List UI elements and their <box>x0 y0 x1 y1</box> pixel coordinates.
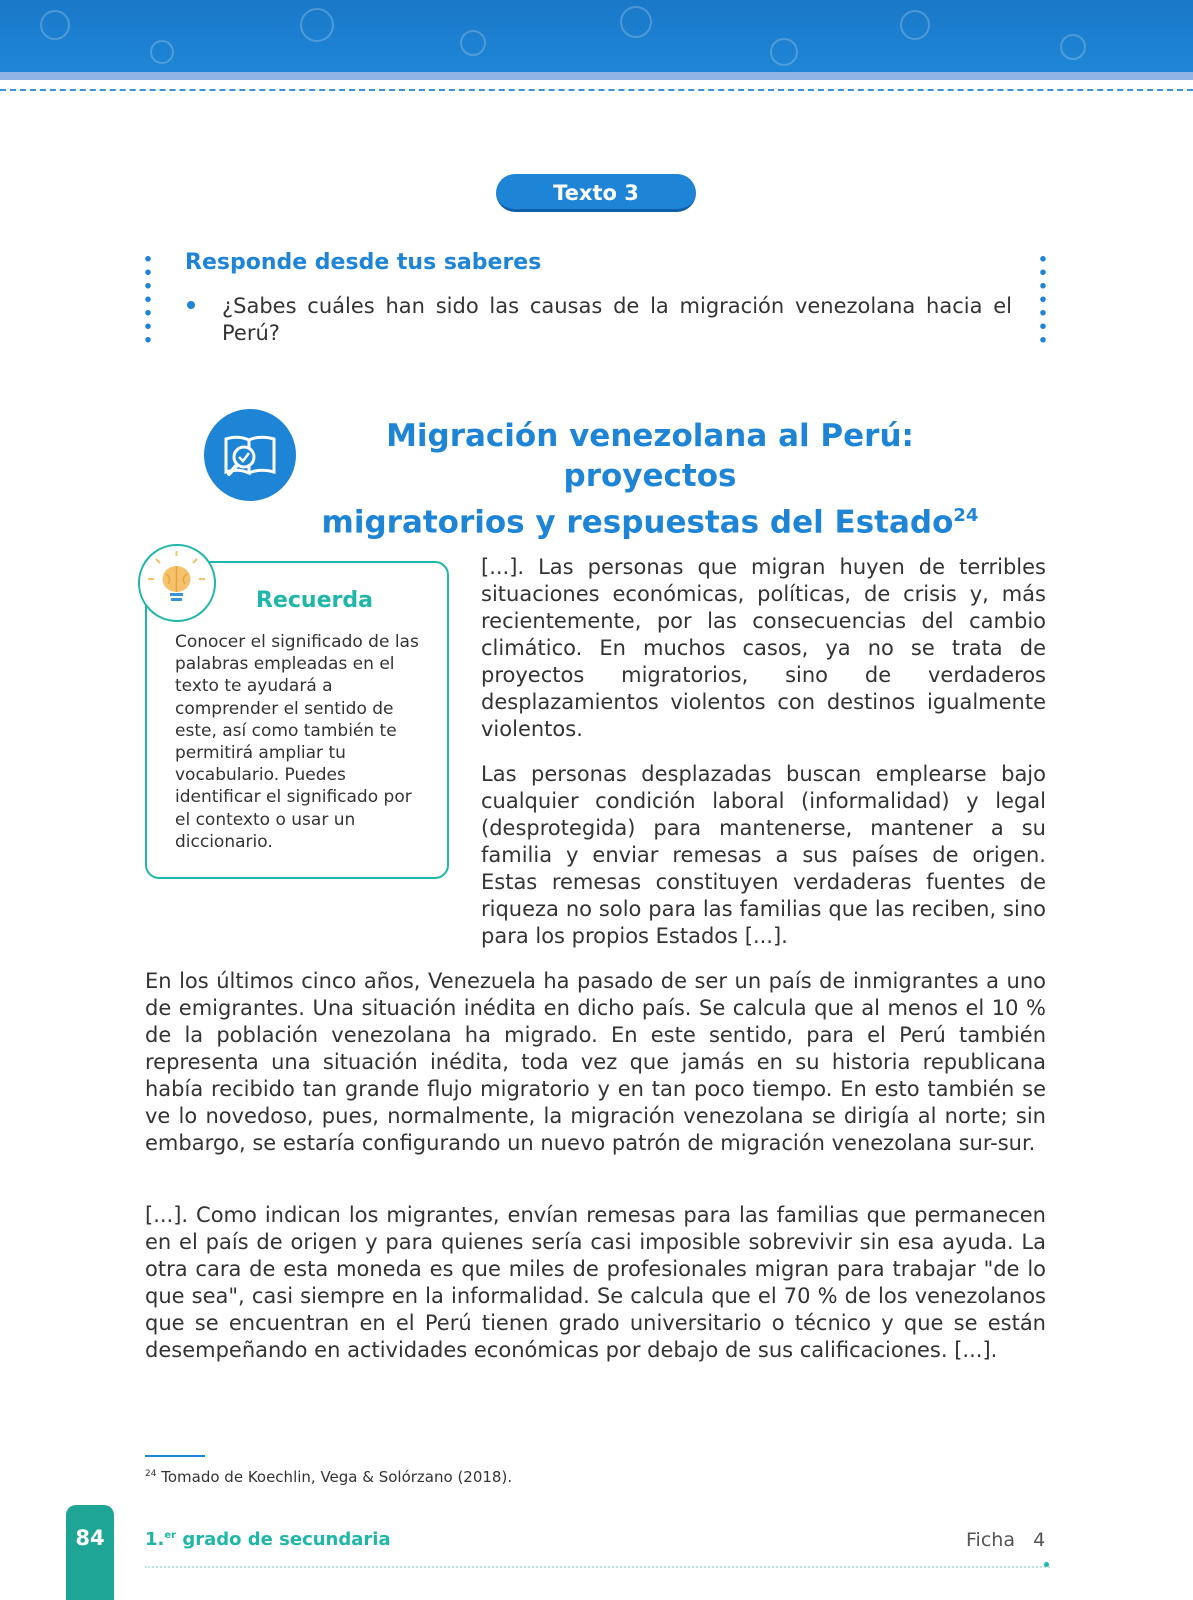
dotted-border-left <box>145 252 151 348</box>
text-label-pill: Texto 3 <box>496 174 696 212</box>
footer-dot <box>1044 1562 1049 1567</box>
question-box-title: Responde desde tus saberes <box>185 250 542 275</box>
recuerda-text: Conocer el significado de las palabras empleadas en el texto te ayudará a comprender el sentido de este, así como también te permitirá ampliar tu vocabulario. Puedes identificar el significado por el contexto o usar un diccionario. <box>175 632 419 852</box>
paragraph-4: [...]. Como indican los migrantes, envían remesas para las familias que permanecen en el país de origen y para quienes sería casi imposible sobrevivir sin esa ayuda. La otra cara de esta moneda es que miles de profesionales migran para trabajar "de lo que sea", casi siempre en la informalidad. Se calcula que el 70 % de los venezolanos que se encuentran en el Perú tienen grado universitario o técnico y que se están desempeñando en actividades económicas por debajo de sus calificaciones. [...]. <box>145 1203 1046 1362</box>
dotted-border-right <box>1040 252 1046 348</box>
question-text: ¿Sabes cuáles han sido las causas de la migración venezolana hacia el Perú? <box>222 294 1012 345</box>
grade-prefix: 1. <box>145 1529 165 1550</box>
footnote-text: Tomado de Koechlin, Vega & Solórzano (2018). <box>161 1468 513 1486</box>
paragraph-1: [...]. Las personas que migran huyen de terribles situaciones económicas, políticas, de crisis y, más recientemente, por las consecuencias del cambio climático. En muchos casos, ya no se trata de proyectos migratorios, sino de verdaderos desplazamientos violentos con destinos igualmente violentos. <box>481 555 1046 741</box>
top-stripe <box>0 72 1193 80</box>
paragraph-2: Las personas desplazadas buscan emplearse bajo cualquier condición laboral (informalidad) y legal (desprotegida) para mantenerse, mantener a su familia y enviar remesas a sus países de origen. Estas remesas constituyen verdaderas fuentes de riqueza no solo para las familias que las reciben, sino para los propios Estados [...]. <box>481 762 1046 948</box>
article-title <box>300 416 1000 542</box>
grade-text: grado de secundaria <box>176 1529 391 1550</box>
brain-lightbulb-icon <box>138 544 216 622</box>
footer-grade <box>145 1529 391 1550</box>
footnote-number: 24 <box>145 1469 157 1479</box>
footnote-reference: 24 <box>953 505 979 526</box>
footnote-divider <box>145 1455 205 1457</box>
footnote <box>145 1468 512 1486</box>
page-number: 84 <box>75 1526 105 1550</box>
top-banner <box>0 0 1193 72</box>
paragraph-3: En los últimos cinco años, Venezuela ha pasado de ser un país de inmigrantes a uno de emigrantes. Una situación inédita en dicho país. Se calcula que al menos el 10 % de la población venezolana ha migrado. En este sentido, para el Perú también representa una situación inédita, toda vez que jamás en su historia republicana había recibido tan grande flujo migratorio y en tan poco tiempo. En esto también se ve lo novedoso, pues, normalmente, la migración venezolana se dirigía al norte; sin embargo, se estaría configurando un nuevo patrón de migración venezolana sur-sur. <box>145 969 1046 1155</box>
dashed-divider <box>0 89 1193 91</box>
article-title-line1: Migración venezolana al Perú: proyectos <box>386 418 914 494</box>
article-title-line2: migratorios y respuestas del Estado <box>321 504 954 541</box>
footer-ficha: Ficha 4 <box>966 1529 1046 1551</box>
page-tab <box>66 1505 114 1600</box>
bullet-icon <box>187 301 195 309</box>
book-magnifier-icon <box>204 409 296 501</box>
grade-sup: er <box>164 1530 177 1541</box>
recuerda-title: Recuerda <box>256 588 373 613</box>
footer-dotted-line <box>145 1566 1050 1568</box>
